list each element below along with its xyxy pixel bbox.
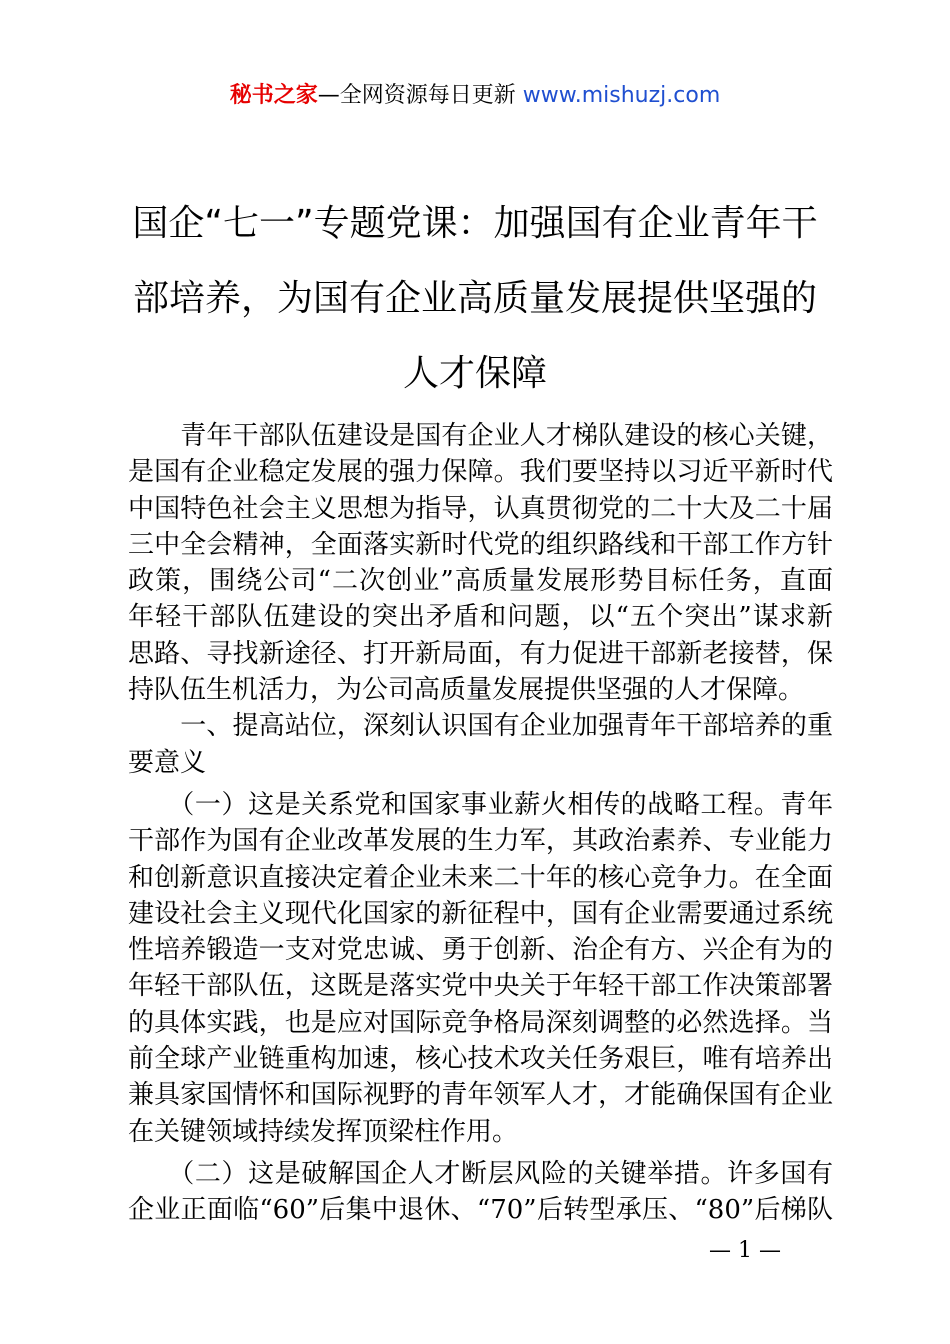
page-number: — 1 — [709, 1238, 781, 1263]
text-line: 性培养锻造一支对党忠诚、勇于创新、治企有方、兴企有为的 [128, 935, 833, 966]
text-line: 持队伍生机活力，为公司高质量发展提供坚强的人才保障。 [128, 675, 805, 706]
document-body [128, 418, 833, 1229]
text-line: （一）这是关系党和国家事业薪火相传的战略工程。青年 [128, 789, 833, 820]
site-brand: 秘书之家 [229, 83, 318, 108]
text-line: 思路、寻找新途径、打开新局面，有力促进干部新老接替，保 [128, 638, 833, 669]
text-line: 是国有企业稳定发展的强力保障。我们要坚持以习近平新时代 [128, 457, 833, 488]
document-title [120, 186, 830, 411]
title-line: 人才保障 [402, 353, 547, 394]
text-line: 企业正面临“60”后集中退休、“70”后转型承压、“80”后梯队 [128, 1195, 833, 1226]
text-line: 青年干部队伍建设是国有企业人才梯队建设的核心关键， [128, 421, 833, 451]
text-line: 政策，围绕公司“二次创业”高质量发展形势目标任务，直面 [128, 566, 833, 597]
text-line: 年轻干部队伍，这既是落实党中央关于年轻干部工作决策部署 [128, 971, 833, 1002]
site-url-link[interactable]: www.mishuzj.com [522, 83, 721, 108]
text-line: 兼具家国情怀和国际视野的青年领军人才，才能确保国有企业 [128, 1080, 833, 1111]
text-line: 中国特色社会主义思想为指导，认真贯彻党的二十大及二十届 [128, 493, 833, 524]
text-line: 一、提高站位，深刻认识国有企业加强青年干部培养的重 [128, 711, 833, 742]
section-heading-1 [128, 708, 833, 781]
text-line: 建设社会主义现代化国家的新征程中，国有企业需要通过系统 [128, 898, 833, 929]
paragraph-subsection-1 [128, 787, 833, 1150]
title-line: 部培养，为国有企业高质量发展提供坚强的 [132, 278, 817, 319]
text-line: 在关键领域持续发挥顶梁柱作用。 [128, 1116, 519, 1147]
text-line: （二）这是破解国企人才断层风险的关键举措。许多国有 [128, 1158, 833, 1189]
text-line: 的具体实践，也是应对国际竞争格局深刻调整的必然选择。当 [128, 1007, 833, 1038]
text-line: 要意义 [128, 747, 207, 778]
paragraph-intro [128, 418, 833, 708]
title-line: 国企“七一”专题党课：加强国有企业青年干 [132, 203, 818, 244]
text-line: 和创新意识直接决定着企业未来二十年的核心竞争力。在全面 [128, 862, 833, 893]
text-line: 年轻干部队伍建设的突出矛盾和问题，以“五个突出”谋求新 [128, 602, 833, 633]
text-line: 前全球产业链重构加速，核心技术攻关任务艰巨，唯有培养出 [128, 1044, 833, 1075]
site-header [0, 80, 950, 112]
site-slogan: —全网资源每日更新 [317, 83, 523, 108]
text-line: 干部作为国有企业改革发展的生力军，其政治素养、专业能力 [128, 826, 833, 857]
text-line: 三中全会精神，全面落实新时代党的组织路线和干部工作方针 [128, 529, 833, 560]
paragraph-subsection-2 [128, 1156, 833, 1229]
